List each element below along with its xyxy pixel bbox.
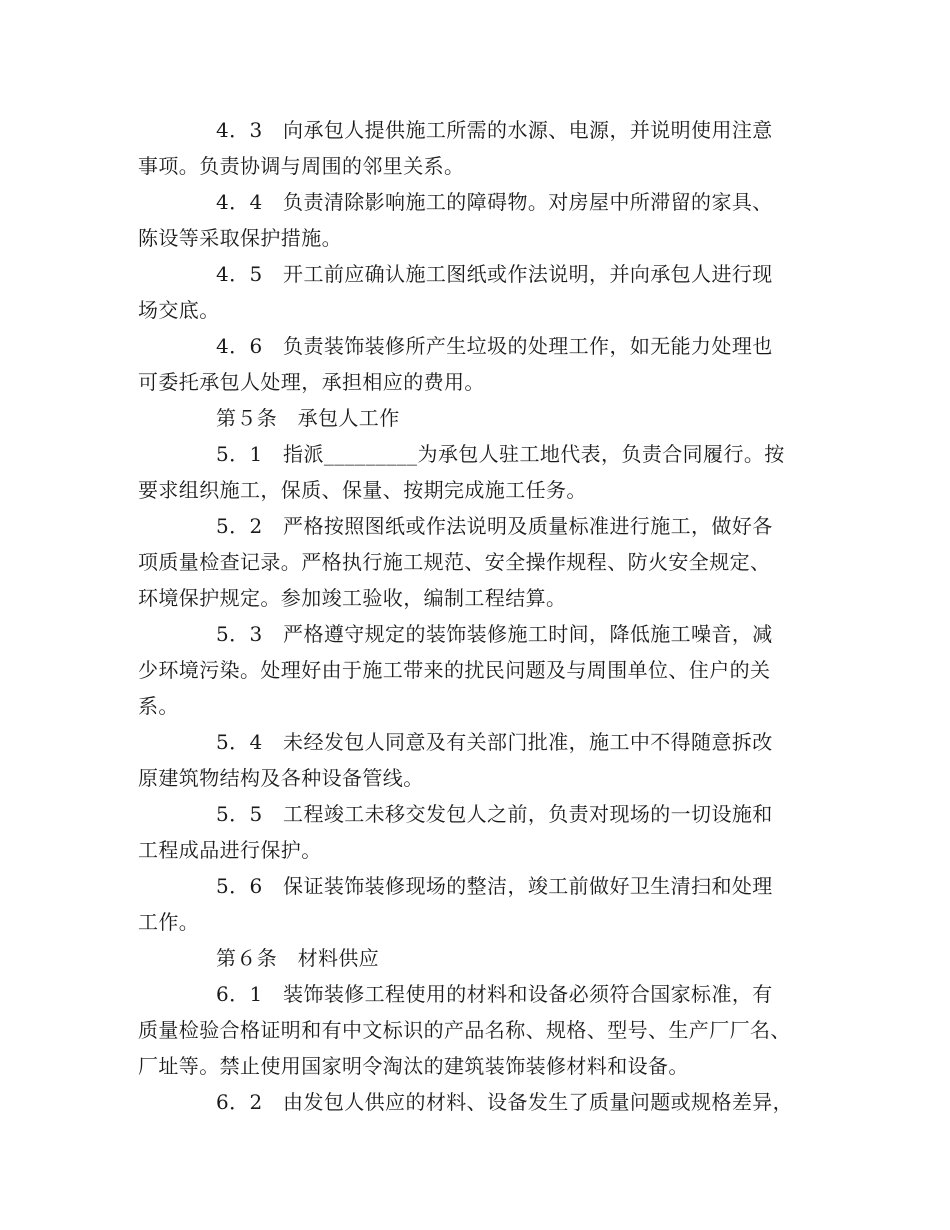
article-6-heading — [138, 940, 818, 976]
clause-5-1 — [138, 436, 818, 508]
article-heading: 第５条 承包人工作 — [216, 406, 400, 430]
clause-line: 事项。负责协调与周围的邻里关系。 — [138, 154, 465, 178]
clause-line: 5．2 严格按照图纸或作法说明及质量标准进行施工，做好各 — [216, 514, 773, 538]
clause-line: 厂址等。禁止使用国家明令淘汰的建筑装饰装修材料和设备。 — [138, 1054, 689, 1078]
clause-line: 4．6 负责装饰装修所产生垃圾的处理工作，如无能力处理也 — [216, 334, 773, 358]
clause-4-3 — [138, 112, 818, 184]
clause-line: 原建筑物结构及各种设备管线。 — [138, 766, 424, 790]
clause-line: 工作。 — [138, 910, 200, 934]
clause-line: 6．2 由发包人供应的材料、设备发生了质量问题或规格差异， — [216, 1090, 794, 1114]
clause-line: 系。 — [138, 694, 179, 718]
clause-6-1 — [138, 976, 818, 1084]
clause-5-6 — [138, 868, 818, 940]
article-heading: 第６条 材料供应 — [216, 946, 380, 970]
clause-line: 项质量检查记录。严格执行施工规范、安全操作规程、防火安全规定、 — [138, 550, 771, 574]
clause-line: 工程成品进行保护。 — [138, 838, 322, 862]
clause-5-4 — [138, 724, 818, 796]
clause-4-4 — [138, 184, 818, 256]
clause-line: 4．5 开工前应确认施工图纸或作法说明，并向承包人进行现 — [216, 262, 773, 286]
clause-6-2 — [138, 1084, 818, 1120]
clause-line: 5．3 严格遵守规定的装饰装修施工时间，降低施工噪音，减 — [216, 622, 773, 646]
clause-line: 陈设等采取保护措施。 — [138, 226, 342, 250]
clause-5-5 — [138, 796, 818, 868]
article-5-heading — [138, 400, 818, 436]
clause-line: 可委托承包人处理，承担相应的费用。 — [138, 370, 485, 394]
clause-4-5 — [138, 256, 818, 328]
clause-line: 环境保护规定。参加竣工验收，编制工程结算。 — [138, 586, 567, 610]
clause-4-6 — [138, 328, 818, 400]
clause-line: 要求组织施工，保质、保量、按期完成施工任务。 — [138, 478, 587, 502]
clause-line: 场交底。 — [138, 298, 220, 322]
clause-line: 6．1 装饰装修工程使用的材料和设备必须符合国家标准，有 — [216, 982, 773, 1006]
document-body — [138, 112, 818, 1120]
clause-line: 少环境污染。处理好由于施工带来的扰民问题及与周围单位、住户的关 — [138, 658, 771, 682]
clause-line: 质量检验合格证明和有中文标识的产品名称、规格、型号、生产厂厂名、 — [138, 1018, 791, 1042]
clause-line: 5．1 指派_________为承包人驻工地代表，负责合同履行。按 — [216, 442, 785, 466]
clause-line: 5．4 未经发包人同意及有关部门批准，施工中不得随意拆改 — [216, 730, 773, 754]
clause-line: 4．4 负责清除影响施工的障碍物。对房屋中所滞留的家具、 — [216, 190, 773, 214]
clause-5-2 — [138, 508, 818, 616]
clause-5-3 — [138, 616, 818, 724]
clause-line: 4．3 向承包人提供施工所需的水源、电源，并说明使用注意 — [216, 118, 773, 142]
clause-line: 5．6 保证装饰装修现场的整洁，竣工前做好卫生清扫和处理 — [216, 874, 773, 898]
clause-line: 5．5 工程竣工未移交发包人之前，负责对现场的一切设施和 — [216, 802, 773, 826]
